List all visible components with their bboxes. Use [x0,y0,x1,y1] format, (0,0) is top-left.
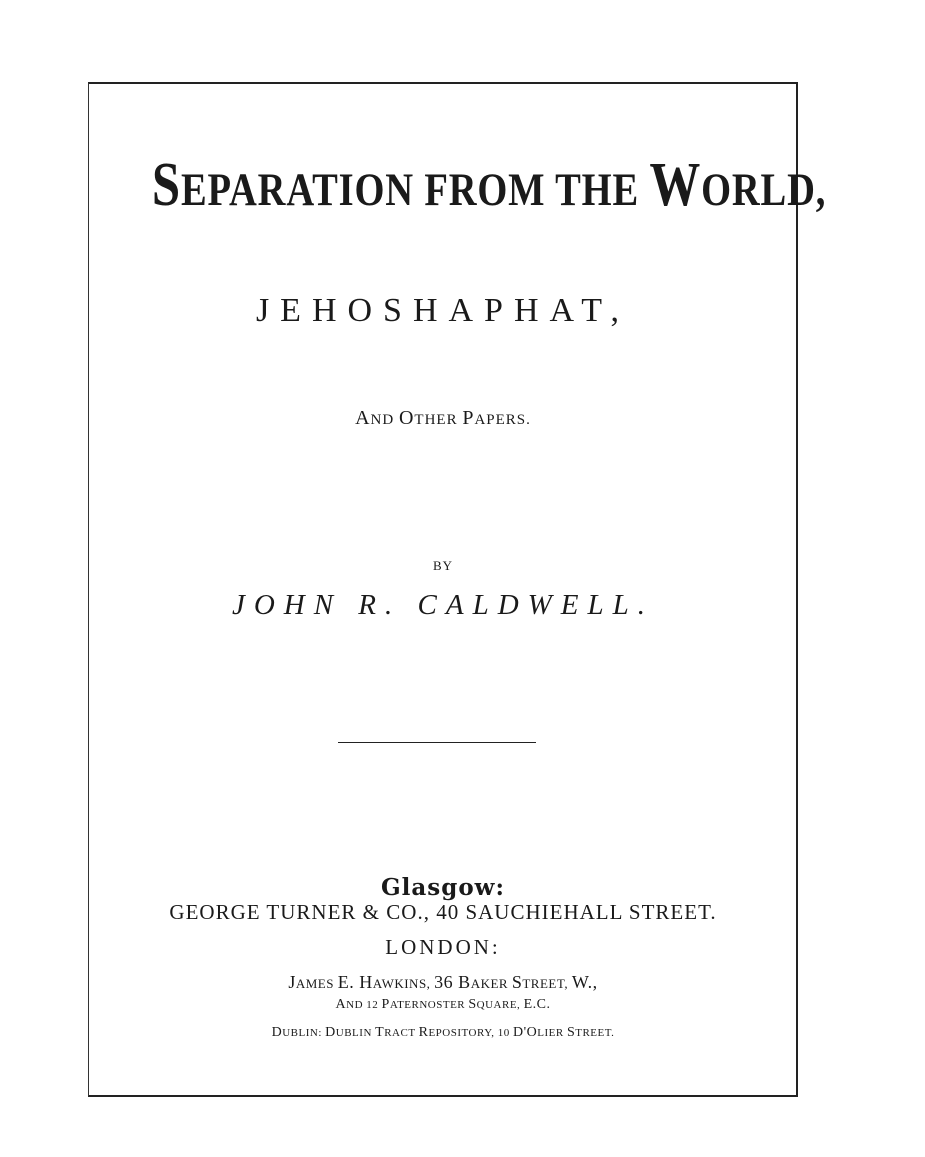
imprint-paternoster: AND 12 PATERNOSTER SQUARE, E.C. [335,997,551,1012]
imprint-london: LONDON: [385,935,501,959]
book-subtitle: JEHOSHAPHAT, [255,292,631,329]
by-label: BY [432,558,454,573]
imprint-publisher-glasgow: GEORGE TURNER & CO., 40 SAUCHIEHALL STREET. [169,900,717,924]
imprint-city: Glasgow: [381,874,505,901]
author-name: JOHN R. CALDWELL. [231,589,655,621]
imprint-dublin: DUBLIN: DUBLIN TRACT REPOSITORY, 10 D'OLIER STREET. [271,1025,615,1040]
divider-rule [338,742,536,743]
other-papers-line: AND OTHER PAPERS. [355,407,531,429]
imprint-publisher-london: JAMES E. HAWKINS, 36 BAKER STREET, W., [288,972,598,992]
book-title: SEPARATION FROM THE WORLD, [151,151,827,219]
